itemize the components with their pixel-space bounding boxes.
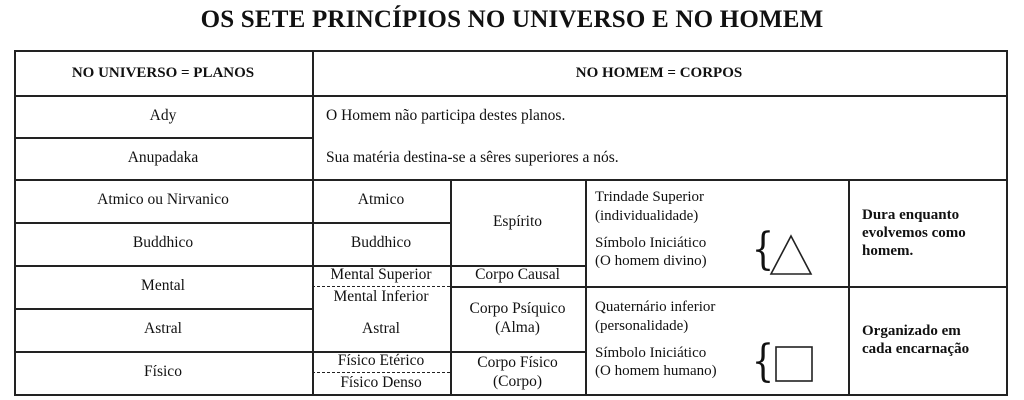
upper-symbol-meaning: (O homem divino) bbox=[595, 253, 707, 270]
group-corpo-psiquico bbox=[450, 286, 585, 351]
body-fisico-eterico: Físico Etérico bbox=[337, 352, 425, 370]
header-universe: NO UNIVERSO = PLANOS bbox=[71, 64, 255, 81]
group-corpo-psiquico-label: Corpo Psíquico bbox=[469, 299, 566, 317]
body-buddhico: Buddhico bbox=[350, 234, 412, 252]
brace-icon: { bbox=[751, 224, 775, 275]
lower-symbol-label: Símbolo Iniciático bbox=[595, 344, 707, 361]
lower-note-line: Organizado em bbox=[862, 323, 961, 339]
upper-note-line: homem. bbox=[862, 243, 914, 259]
group-corpo-label: (Corpo) bbox=[492, 372, 543, 390]
plane-buddhico: Buddhico bbox=[132, 234, 194, 252]
group-corpo-causal: Corpo Causal bbox=[475, 266, 560, 284]
plane-atmico: Atmico ou Nirvanico bbox=[97, 191, 229, 209]
body-fisico-denso: Físico Denso bbox=[340, 373, 422, 391]
body-mental-inferior: Mental Inferior bbox=[333, 287, 429, 305]
body-atmico: Atmico bbox=[357, 191, 405, 209]
group-corpo-fisico-label: Corpo Físico bbox=[477, 353, 558, 371]
column-divider bbox=[585, 179, 587, 396]
triangle-icon bbox=[769, 234, 813, 276]
lower-note-line: cada encarnação bbox=[862, 341, 970, 357]
note-anupadaka: Sua matéria destina-se a sêres superiores a nós. bbox=[326, 148, 619, 166]
upper-title: Trindade Superior bbox=[595, 189, 705, 205]
lower-symbol-meaning: (O homem humano) bbox=[595, 363, 717, 380]
upper-description bbox=[595, 188, 707, 271]
lower-title: Quaternário inferior bbox=[595, 299, 716, 315]
upper-note-line: Dura enquanto bbox=[862, 207, 960, 223]
row-line bbox=[585, 286, 1006, 288]
note-ady: O Homem não participa destes planos. bbox=[326, 106, 566, 124]
plane-anupadaka: Anupadaka bbox=[127, 148, 199, 166]
upper-note-line: evolvemos como bbox=[862, 225, 966, 241]
lower-description bbox=[595, 298, 717, 381]
square-icon bbox=[774, 345, 814, 383]
lower-subtitle: (personalidade) bbox=[595, 317, 689, 334]
column-divider bbox=[848, 179, 850, 396]
lower-duration-note bbox=[862, 322, 969, 358]
plane-ady: Ady bbox=[149, 106, 177, 124]
page-title: OS SETE PRINCÍPIOS NO UNIVERSO E NO HOMEM bbox=[200, 6, 824, 33]
plane-fisico: Físico bbox=[144, 363, 182, 381]
body-mental-superior: Mental Superior bbox=[330, 266, 432, 284]
table-border-bottom bbox=[14, 394, 1008, 396]
plane-mental: Mental bbox=[141, 277, 185, 295]
table-border-right bbox=[1006, 50, 1008, 396]
brace-icon: { bbox=[751, 336, 775, 387]
body-astral: Astral bbox=[362, 320, 400, 338]
group-espirito: Espírito bbox=[492, 212, 543, 230]
group-alma-label: (Alma) bbox=[495, 318, 540, 336]
header-man: NO HOMEM = CORPOS bbox=[575, 64, 743, 81]
group-corpo-fisico bbox=[450, 351, 585, 394]
principles-table bbox=[14, 50, 1008, 396]
upper-subtitle: (individualidade) bbox=[595, 207, 699, 224]
upper-symbol-label: Símbolo Iniciático bbox=[595, 234, 707, 251]
upper-duration-note bbox=[862, 206, 966, 260]
plane-astral: Astral bbox=[144, 320, 182, 338]
